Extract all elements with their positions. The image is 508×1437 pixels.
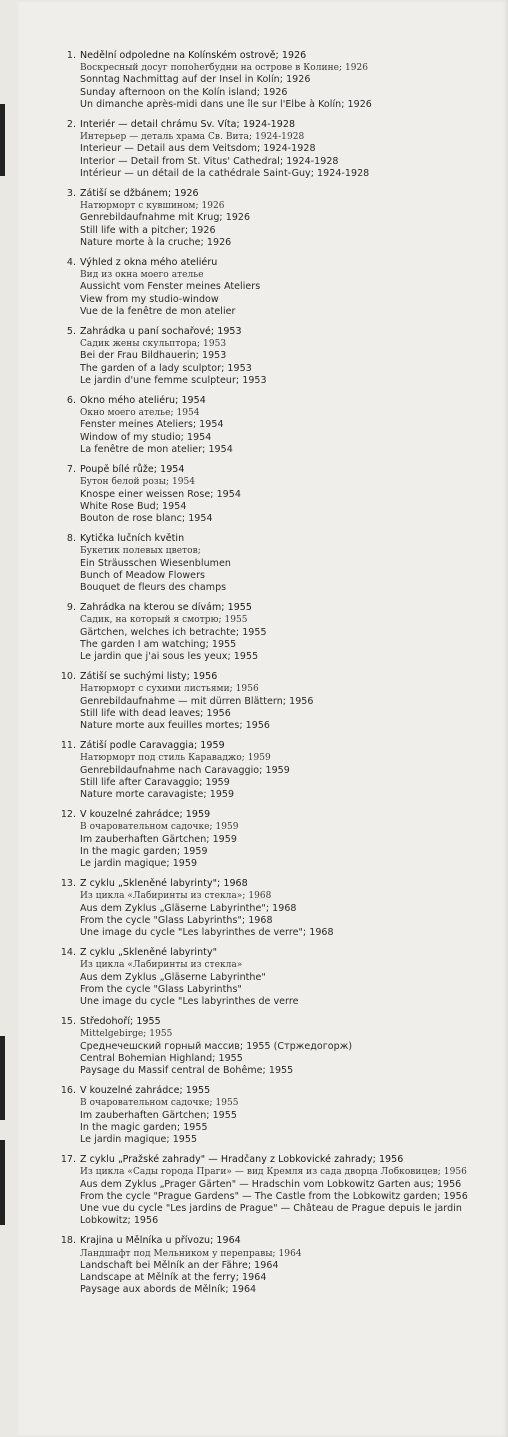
entry-number: 1. bbox=[66, 50, 76, 61]
list-item bbox=[66, 257, 490, 318]
list-item bbox=[66, 464, 490, 525]
title-en: Bunch of Meadow Flowers bbox=[80, 569, 206, 581]
entry-number: 2. bbox=[66, 119, 76, 131]
entry-number: 18. bbox=[60, 1235, 76, 1247]
title-de: Aussicht vom Fenster meines Ateliers bbox=[80, 281, 261, 293]
title-en: Central Bohemian Highland; 1955 bbox=[80, 1052, 243, 1064]
title-cz: Zátiší se džbánem; 1926 bbox=[80, 188, 199, 200]
title-ru: Бутон белой розы; 1954 bbox=[80, 477, 196, 488]
title-en: White Rose Bud; 1954 bbox=[80, 500, 187, 512]
title-fr: Le jardin magique; 1959 bbox=[80, 857, 198, 869]
title-fr: Une vue du cycle "Les jardins de Prague" — Château de Prague depuis le jardin Lobkowitz; 1956 bbox=[80, 1203, 462, 1227]
entry-number: 4. bbox=[66, 257, 76, 269]
title-cz: Nedělní odpoledne na Kolínském ostrově; 1926 bbox=[80, 50, 307, 61]
entry-number: 10. bbox=[60, 671, 76, 683]
photo-list bbox=[60, 50, 490, 1304]
title-de: Aus dem Zyklus „Prager Gärten" — Hradschin vom Lobkowitz Garten aus; 1956 bbox=[80, 1178, 462, 1190]
title-fr: Nature morte caravagiste; 1959 bbox=[80, 788, 235, 800]
title-ru: Садик жены скульптора; 1953 bbox=[80, 339, 227, 350]
title-cz: Zátiší podle Caravaggia; 1959 bbox=[80, 740, 225, 752]
title-en: Window of my studio; 1954 bbox=[80, 431, 212, 443]
title-ru: Из цикла «Лабиринты из стекла» bbox=[80, 960, 243, 971]
title-en: Still life with a pitcher; 1926 bbox=[80, 224, 216, 236]
entry-number: 17. bbox=[60, 1154, 76, 1166]
title-fr: Paysage du Massif central de Bohême; 1955 bbox=[80, 1065, 294, 1077]
title-cz: Zahrádka u paní sochařové; 1953 bbox=[80, 326, 242, 338]
title-cz: Krajina u Mělníka u přívozu; 1964 bbox=[80, 1235, 241, 1247]
title-de: Im zauberhaften Gärtchen; 1959 bbox=[80, 833, 237, 845]
title-ru: В очаровательном садочке; 1955 bbox=[80, 1098, 239, 1109]
title-en: Still life with dead leaves; 1956 bbox=[80, 707, 231, 719]
list-item bbox=[60, 1016, 490, 1077]
list-item bbox=[66, 395, 490, 456]
title-fr: Vue de la fenêtre de mon atelier bbox=[80, 305, 236, 317]
title-de: Bei der Frau Bildhauerin; 1953 bbox=[80, 350, 227, 362]
list-item bbox=[60, 740, 490, 801]
title-fr: Le jardin magique; 1955 bbox=[80, 1134, 198, 1146]
title-cz: Poupě bílé růže; 1954 bbox=[80, 464, 185, 476]
title-cz: Okno mého ateliéru; 1954 bbox=[80, 395, 206, 407]
title-ru: В очаровательном садочке; 1959 bbox=[80, 822, 239, 833]
title-en: View from my studio-window bbox=[80, 293, 219, 305]
title-en: Still life after Caravaggio; 1959 bbox=[80, 776, 230, 788]
entry-number: 9. bbox=[66, 602, 76, 614]
title-fr: Bouton de rose blanc; 1954 bbox=[80, 512, 213, 524]
entry-number: 7. bbox=[66, 464, 76, 476]
title-en: Interior — Detail from St. Vitus' Cathedral; 1924-1928 bbox=[80, 155, 339, 167]
entry-number: 8. bbox=[66, 533, 76, 545]
title-en: From the cycle "Prague Gardens" — The Castle from the Lobkowitz garden; 1956 bbox=[80, 1190, 468, 1202]
title-de: Genrebildaufnahme mit Krug; 1926 bbox=[80, 212, 251, 224]
list-item bbox=[60, 1085, 490, 1146]
title-cz: Zátiší se suchými listy; 1956 bbox=[80, 671, 218, 683]
title-en: From the cycle "Glass Labyrinths" bbox=[80, 983, 242, 995]
title-en: In the magic garden; 1959 bbox=[80, 845, 208, 857]
title-fr: Le jardin d'une femme sculpteur; 1953 bbox=[80, 374, 267, 386]
list-item bbox=[60, 947, 490, 1008]
title-ru: Натюрморт с сухими листьями; 1956 bbox=[80, 684, 259, 695]
title-fr: Paysage aux abords de Mělník; 1964 bbox=[80, 1284, 257, 1296]
title-fr: Le jardin que j'ai sous les yeux; 1955 bbox=[80, 650, 259, 662]
title-fr: La fenêtre de mon atelier; 1954 bbox=[80, 443, 233, 455]
title-de: Genrebildaufnahme nach Caravaggio; 1959 bbox=[80, 764, 290, 776]
list-item bbox=[60, 1235, 490, 1296]
title-cz: Interiér — detail chrámu Sv. Víta; 1924-1928 bbox=[80, 119, 296, 131]
title-cz: V kouzelné zahrádce; 1955 bbox=[80, 1085, 211, 1097]
title-en: In the magic garden; 1955 bbox=[80, 1121, 208, 1133]
title-cz: V kouzelné zahrádce; 1959 bbox=[80, 809, 211, 821]
title-fr: Bouquet de fleurs des champs bbox=[80, 581, 227, 593]
list-item bbox=[66, 326, 490, 387]
edge-mark bbox=[0, 1140, 5, 1225]
entry-number: 5. bbox=[66, 326, 76, 338]
title-fr: Une image du cycle "Les labyrinthes de verre"; 1968 bbox=[80, 927, 334, 938]
title-ru: Садик, на который я смотрю; 1955 bbox=[80, 615, 248, 626]
title-de: Knospe einer weissen Rose; 1954 bbox=[80, 488, 241, 500]
entry-number: 12. bbox=[60, 809, 76, 821]
title-de: Aus dem Zyklus „Gläserne Labyrinthe"; 1968 bbox=[80, 902, 297, 914]
title-ru: Букетик полевых цветов; bbox=[80, 546, 201, 557]
title-ru: Вид из окна моего ателье bbox=[80, 270, 204, 281]
title-de: Im zauberhaften Gärtchen; 1955 bbox=[80, 1109, 237, 1121]
list-item bbox=[66, 119, 490, 180]
title-en: Sunday afternoon on the Kolín island; 1926 bbox=[80, 86, 288, 98]
title-ru: Из цикла «Сады города Праги» — вид Кремля из сада дворца Лобковицев; 1956 bbox=[80, 1167, 467, 1178]
title-ru: Воскресный досуг попоherбудни на острове в Колине; 1926 bbox=[80, 63, 369, 74]
list-item bbox=[66, 533, 490, 594]
title-ru: Натюрморт под стиль Караваджо; 1959 bbox=[80, 753, 271, 764]
entry-number: 16. bbox=[60, 1085, 76, 1097]
list-item bbox=[60, 1154, 490, 1227]
title-de: Aus dem Zyklus „Gläserne Labyrinthe" bbox=[80, 971, 266, 983]
list-item bbox=[60, 671, 490, 732]
title-fr: Nature morte à la cruche; 1926 bbox=[80, 236, 232, 248]
title-de: Landschaft bei Mělník an der Fähre; 1964 bbox=[80, 1259, 279, 1271]
title-de: Fenster meines Ateliers; 1954 bbox=[80, 419, 224, 431]
title-ru: Mittelgebirge; 1955 bbox=[80, 1029, 173, 1040]
edge-mark bbox=[0, 104, 5, 176]
list-item bbox=[66, 602, 490, 663]
title-en: The garden of a lady sculptor; 1953 bbox=[80, 362, 252, 374]
title-cz: Z cyklu „Skleněné labyrinty"; 1968 bbox=[80, 878, 248, 890]
title-ru: Натюрморт с кувшином; 1926 bbox=[80, 201, 225, 212]
title-de: Среднечешский горный массив; 1955 (Стржедогорж) bbox=[80, 1040, 353, 1052]
title-cz: Zahrádka na kterou se dívám; 1955 bbox=[80, 602, 252, 614]
title-en: The garden I am watching; 1955 bbox=[80, 638, 237, 650]
entry-number: 3. bbox=[66, 188, 76, 200]
list-item bbox=[66, 50, 490, 111]
title-cz: Středohoří; 1955 bbox=[80, 1016, 161, 1028]
entry-number: 14. bbox=[60, 947, 76, 959]
list-item bbox=[60, 878, 490, 939]
title-cz: Kytička lučních květin bbox=[80, 533, 185, 545]
entry-number: 13. bbox=[60, 878, 76, 890]
title-de: Gärtchen, welches ich betrachte; 1955 bbox=[80, 626, 267, 638]
title-ru: Интерьер — деталь храма Св. Вита; 1924-1928 bbox=[80, 132, 305, 143]
title-de: Interieur — Detail aus dem Veitsdom; 1924-1928 bbox=[80, 143, 316, 155]
edge-mark bbox=[0, 1036, 5, 1120]
title-fr: Intérieur — un détail de la cathédrale Saint-Guy; 1924-1928 bbox=[80, 167, 370, 179]
title-cz: Výhled z okna mého ateliéru bbox=[80, 257, 218, 269]
title-ru: Ландшафт под Мельником у переправы; 1964 bbox=[80, 1248, 302, 1259]
title-cz: Z cyklu „Skleněné labyrinty" bbox=[80, 947, 218, 959]
title-de: Ein Sträusschen Wiesenblumen bbox=[80, 557, 231, 569]
entry-number: 15. bbox=[60, 1016, 76, 1028]
entry-number: 6. bbox=[66, 395, 76, 407]
title-fr: Un dimanche après-midi dans une île sur l'Elbe à Kolín; 1926 bbox=[80, 98, 372, 110]
entry-number: 11. bbox=[60, 740, 76, 752]
title-en: From the cycle "Glass Labyrinths"; 1968 bbox=[80, 914, 273, 926]
title-fr: Nature morte aux feuilles mortes; 1956 bbox=[80, 719, 271, 731]
title-de: Sonntag Nachmittag auf der Insel in Kolín; 1926 bbox=[80, 74, 311, 86]
title-en: Landscape at Mělník at the ferry; 1964 bbox=[80, 1272, 267, 1284]
list-item bbox=[60, 809, 490, 870]
title-ru: Окно моего ателье; 1954 bbox=[80, 408, 200, 419]
title-fr: Une image du cycle "Les labyrinthes de verre bbox=[80, 996, 299, 1008]
title-de: Genrebildaufnahme — mit dürren Blättern; 1956 bbox=[80, 695, 314, 707]
title-ru: Из цикла «Лабиринты из стекла»; 1968 bbox=[80, 891, 272, 902]
list-item bbox=[66, 188, 490, 249]
title-cz: Z cyklu „Pražské zahrady" — Hradčany z Lobkovické zahrady; 1956 bbox=[80, 1154, 404, 1166]
